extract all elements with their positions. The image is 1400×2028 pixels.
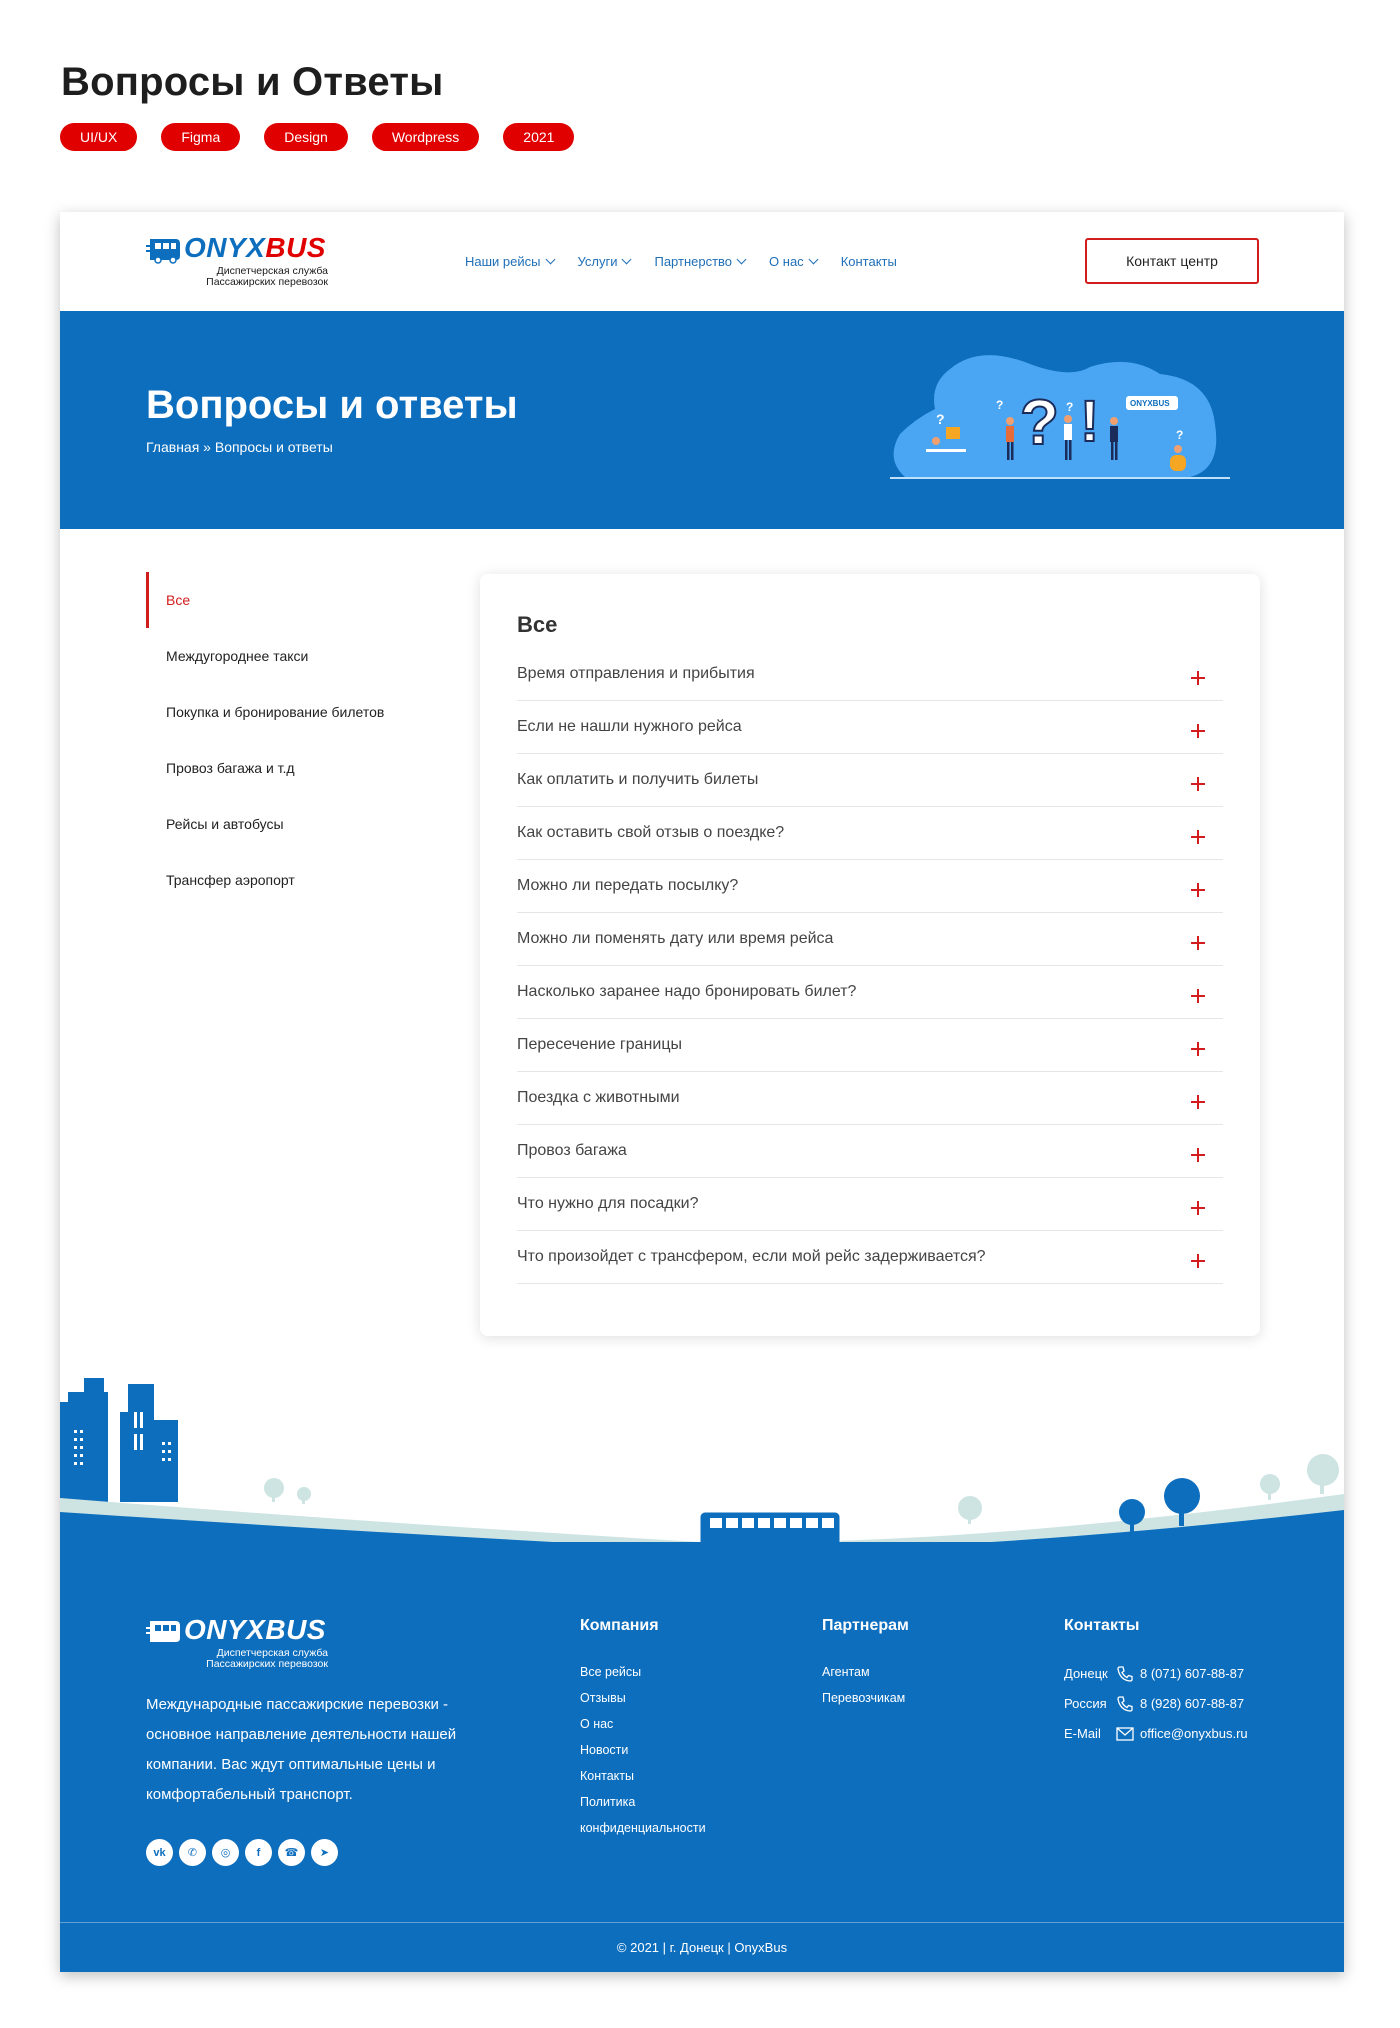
tag-figma: Figma <box>161 123 240 151</box>
faq-categories <box>146 572 446 908</box>
contact-row-email: E-Mail office@onyxbus.ru <box>1064 1719 1248 1749</box>
footer-contacts-column <box>1064 1617 1248 1749</box>
plus-icon[interactable] <box>1191 1254 1205 1268</box>
plus-icon[interactable] <box>1191 1148 1205 1162</box>
faq-item[interactable]: Можно ли передать посылку? <box>517 860 1223 913</box>
plus-icon[interactable] <box>1191 883 1205 897</box>
svg-text:?: ? <box>1020 386 1060 458</box>
plus-icon[interactable] <box>1191 989 1205 1003</box>
logo-wordmark: ONYXBUS <box>184 1614 326 1645</box>
faq-item[interactable]: Что нужно для посадки? <box>517 1178 1223 1231</box>
faq-illustration <box>890 349 1230 489</box>
logo-subtitle: Диспетчерская служба Пассажирских перевозок <box>206 1647 328 1670</box>
tag-uiux: UI/UX <box>60 123 137 151</box>
footer-divider <box>60 1922 1344 1923</box>
portfolio-title: Вопросы и Ответы <box>61 60 444 104</box>
plus-icon[interactable] <box>1191 1201 1205 1215</box>
site-footer <box>60 1542 1344 1972</box>
faq-item[interactable]: Как оставить свой отзыв о поездке? <box>517 807 1223 860</box>
footer-link[interactable]: Отзывы <box>580 1691 626 1705</box>
plus-icon[interactable] <box>1191 724 1205 738</box>
bus-logo-icon <box>146 236 182 264</box>
faq-panel <box>480 574 1260 1336</box>
faq-item[interactable]: Можно ли поменять дату или время рейса <box>517 913 1223 966</box>
instagram-icon[interactable]: ◎ <box>212 1839 239 1866</box>
category-intercity-taxi[interactable]: Междугороднее такси <box>166 648 309 664</box>
category-airport-transfer[interactable]: Трансфер аэропорт <box>166 872 295 888</box>
footer-link[interactable]: Перевозчикам <box>822 1691 906 1705</box>
contact-phone[interactable]: 8 (071) 607-88-87 <box>1140 1666 1245 1681</box>
portfolio-tags <box>60 123 574 151</box>
footer-company-title: Компания <box>580 1617 659 1634</box>
footer-link[interactable]: О нас <box>580 1717 614 1731</box>
page-title: Вопросы и ответы <box>146 383 518 427</box>
telegram-icon[interactable]: ➤ <box>311 1839 338 1866</box>
svg-text:?: ? <box>936 411 945 427</box>
footer-about-text: Международные пассажирские перевозки - основное направление деятельности нашей компании. Вас ждут оптимальные цены и комфортабельный транспорт. <box>146 1696 457 1803</box>
nav-our-routes[interactable]: Наши рейсы <box>465 254 554 269</box>
plus-icon[interactable] <box>1191 1042 1205 1056</box>
tag-design: Design <box>264 123 348 151</box>
contact-phone[interactable]: 8 (928) 607-88-87 <box>1140 1696 1245 1711</box>
nav-partnership[interactable]: Партнерство <box>654 254 745 269</box>
footer-link[interactable]: конфиденциальности <box>580 1821 706 1835</box>
chevron-down-icon <box>737 255 747 265</box>
faq-item[interactable]: Провоз багажа <box>517 1125 1223 1178</box>
facebook-icon[interactable]: f <box>245 1839 272 1866</box>
contact-center-button[interactable]: Контакт центр <box>1085 238 1259 284</box>
footer-company-column <box>580 1617 706 1841</box>
site-mockup <box>60 212 1344 1972</box>
contact-email[interactable]: office@onyxbus.ru <box>1140 1726 1248 1741</box>
tag-year: 2021 <box>503 123 574 151</box>
plus-icon[interactable] <box>1191 830 1205 844</box>
contact-row-russia: Россия 8 (928) 607-88-87 <box>1064 1689 1248 1719</box>
svg-text:?: ? <box>1176 428 1184 442</box>
faq-item[interactable]: Время отправления и прибытия <box>517 648 1223 701</box>
copyright: © 2021 | г. Донецк | OnyxBus <box>616 1940 788 1955</box>
social-links <box>146 1839 338 1866</box>
category-tickets[interactable]: Покупка и бронирование билетов <box>166 704 385 720</box>
chevron-down-icon <box>622 255 632 265</box>
hero-badge-text: ONYXBUS <box>1130 399 1170 408</box>
phone-icon <box>1116 1665 1136 1683</box>
chevron-down-icon <box>808 255 818 265</box>
category-all[interactable]: Все <box>146 572 446 628</box>
contact-row-donetsk: Донецк 8 (071) 607-88-87 <box>1064 1659 1248 1689</box>
footer-logo[interactable] <box>146 1614 328 1672</box>
footer-partners-column <box>822 1617 909 1711</box>
nav-about[interactable]: О нас <box>769 254 817 269</box>
footer-link[interactable]: Новости <box>580 1743 629 1757</box>
category-baggage[interactable]: Провоз багажа и т.д <box>166 760 295 776</box>
footer-contacts-title: Контакты <box>1064 1617 1140 1634</box>
footer-link[interactable]: Все рейсы <box>580 1665 642 1679</box>
plus-icon[interactable] <box>1191 936 1205 950</box>
svg-text:?: ? <box>1066 400 1074 414</box>
footer-partners-title: Партнерам <box>822 1617 909 1634</box>
site-logo[interactable] <box>146 232 328 290</box>
logo-wordmark: ONYXBUS <box>184 232 326 263</box>
footer-link[interactable]: Политика <box>580 1795 636 1809</box>
plus-icon[interactable] <box>1191 777 1205 791</box>
viber-icon[interactable]: ✆ <box>179 1839 206 1866</box>
plus-icon[interactable] <box>1191 671 1205 685</box>
svg-text:!: ! <box>1080 389 1100 454</box>
main-nav <box>465 254 897 269</box>
tag-wordpress: Wordpress <box>372 123 479 151</box>
mail-icon <box>1116 1727 1136 1741</box>
faq-item[interactable]: Насколько заранее надо бронировать билет? <box>517 966 1223 1019</box>
nav-services[interactable]: Услуги <box>578 254 631 269</box>
logo-subtitle: Диспетчерская служба Пассажирских перевозок <box>206 265 328 288</box>
breadcrumb[interactable]: Главная » Вопросы и ответы <box>146 439 333 455</box>
faq-heading: Все <box>517 612 558 637</box>
faq-item[interactable]: Поездка с животными <box>517 1072 1223 1125</box>
footer-link[interactable]: Контакты <box>580 1769 634 1783</box>
nav-contacts[interactable]: Контакты <box>840 254 897 269</box>
category-routes-buses[interactable]: Рейсы и автобусы <box>166 816 284 832</box>
faq-item[interactable]: Если не нашли нужного рейса <box>517 701 1223 754</box>
whatsapp-icon[interactable]: ☎ <box>278 1839 305 1866</box>
svg-text:?: ? <box>996 398 1004 412</box>
bus-logo-icon <box>146 1618 182 1646</box>
faq-item[interactable]: Пересечение границы <box>517 1019 1223 1072</box>
hero-banner <box>60 311 1344 529</box>
faq-item[interactable]: Как оплатить и получить билеты <box>517 754 1223 807</box>
plus-icon[interactable] <box>1191 1095 1205 1109</box>
site-header <box>60 212 1344 311</box>
vk-icon[interactable]: vk <box>146 1839 173 1866</box>
chevron-down-icon <box>545 255 555 265</box>
footer-link[interactable]: Агентам <box>822 1665 870 1679</box>
faq-item[interactable]: Что произойдет с трансфером, если мой рейс задерживается? <box>517 1231 1223 1284</box>
faq-list <box>517 648 1223 1284</box>
phone-icon <box>1116 1695 1136 1713</box>
